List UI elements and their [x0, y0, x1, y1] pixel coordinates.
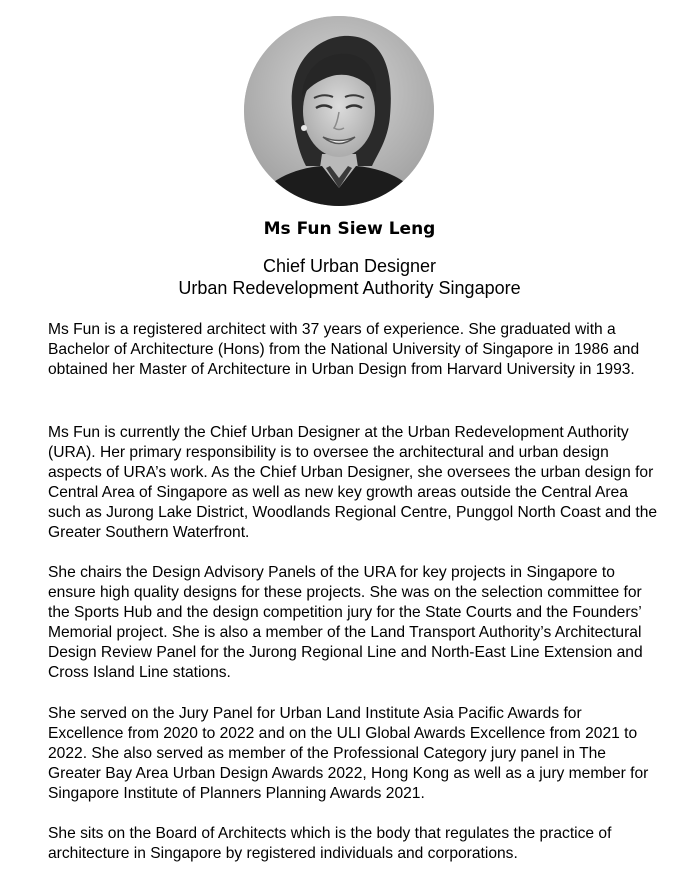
bio-paragraph: Ms Fun is currently the Chief Urban Designer at the Urban Redevelopment Authority (URA). Her primary responsibility is to oversee the architectural and urban design aspects of URA’s work. As the Chief Urban Designer, she oversees the urban design for Central Area of Singapore as well as new key growth areas outside the Central Area such as Jurong Lake District, Woodlands Regional Centre, Punggol North Coast and the Greater Southern Waterfront.: [48, 424, 658, 541]
bio-paragraph: She served on the Jury Panel for Urban Land Institute Asia Pacific Awards for Excellence from 2020 to 2022 and on the ULI Global Awards Excellence from 2021 to 2022. She also served as member of the Professional Category jury panel in The Greater Bay Area Urban Design Awards 2022, Hong Kong as well as a jury member for Singapore Institute of Planners Planning Awards 2021.: [48, 705, 649, 802]
bio-paragraph: She sits on the Board of Architects which is the body that regulates the practice of architecture in Singapore by registered individuals and corporations.: [48, 825, 612, 862]
job-title: Chief Urban Designer: [262, 256, 437, 276]
profile-photo: [244, 16, 434, 206]
bio-paragraph: She chairs the Design Advisory Panels of the URA for key projects in Singapore to ensure high quality designs for these projects. She was on the selection committee for the Sports Hub and the design competition jury for the State Courts and the Founders’ Memorial project. She is also a member of the Land Transport Authority’s Architectural Design Review Panel for the Jurong Regional Line and North-East Line Extension and Cross Island Line stations.: [48, 564, 643, 681]
person-name: Ms Fun Siew Leng: [263, 219, 436, 239]
organization-name: Urban Redevelopment Authority Singapore: [178, 278, 521, 298]
bio-paragraph: Ms Fun is a registered architect with 37 years of experience. She graduated with a Bachelor of Architecture (Hons) from the National University of Singapore in 1986 and obtained her Master of Architecture in Urban Design from Harvard University in 1993.: [48, 321, 640, 378]
portrait-image: [244, 16, 434, 206]
